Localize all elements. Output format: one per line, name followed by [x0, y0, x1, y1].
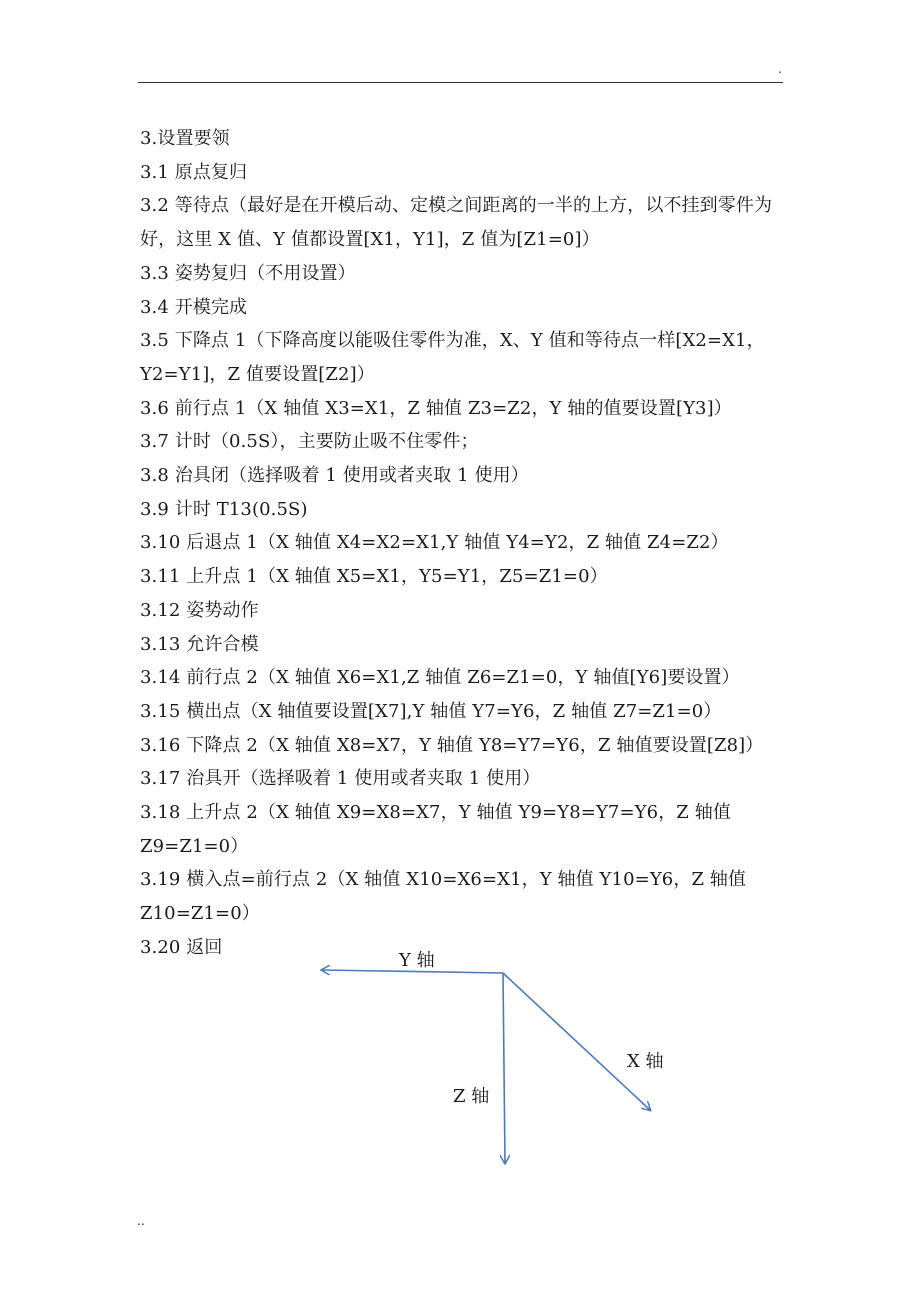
list-item: 3.1 原点复归 — [140, 161, 248, 183]
document-body — [140, 122, 785, 965]
list-item: 3.20 返回 — [140, 936, 223, 958]
list-item: 3.2 等待点（最好是在开模后动、定模之间距离的一半的上方，以不挂到零件为好，这里 X 值、Y 值都设置[X1，Y1]，Z 值为[Z1=0]） — [140, 195, 773, 251]
list-item: 3.12 姿势动作 — [140, 599, 259, 621]
section-title: 3.设置要领 — [140, 128, 230, 149]
header-mark: . — [778, 62, 782, 76]
list-item: 3.14 前行点 2（X 轴值 X6=X1,Z 轴值 Z6=Z1=0，Y 轴值[Y6]要设置） — [140, 667, 740, 689]
list-item: 3.17 治具开（选择吸着 1 使用或者夹取 1 使用） — [140, 768, 541, 790]
y-axis-label: Y 轴 — [399, 950, 435, 971]
list-item: 3.5 下降点 1（下降高度以能吸住零件为准，X、Y 值和等待点一样[X2=X1，Y2=Y1]，Z 值要设置[Z2]） — [140, 330, 765, 385]
list-item: 3.6 前行点 1（X 轴值 X3=X1，Z 轴值 Z3=Z2，Y 轴的值要设置[Y3]） — [140, 397, 732, 419]
x-axis-label: X 轴 — [627, 1051, 664, 1072]
z-axis-label: Z 轴 — [453, 1086, 490, 1107]
list-item: 3.8 治具闭（选择吸着 1 使用或者夹取 1 使用） — [140, 465, 529, 487]
list-item: 3.18 上升点 2（X 轴值 X9=X8=X7，Y 轴值 Y9=Y8=Y7=Y6，Z 轴值 Z9=Z1=0） — [140, 802, 731, 857]
list-item: 3.11 上升点 1（X 轴值 X5=X1，Y5=Y1，Z5=Z1=0） — [140, 566, 608, 588]
footer-mark: .. — [137, 1214, 145, 1228]
list-item: 3.16 下降点 2（X 轴值 X8=X7，Y 轴值 Y8=Y7=Y6，Z 轴值要设置[Z8]） — [140, 734, 764, 756]
axes-diagram — [300, 940, 680, 1180]
list-item: 3.4 开模完成 — [140, 296, 248, 318]
list-item: 3.10 后退点 1（X 轴值 X4=X2=X1,Y 轴值 Y4=Y2，Z 轴值 Z4=Z2） — [140, 532, 729, 554]
list-item: 3.13 允许合模 — [140, 633, 259, 655]
z-axis-arrow — [503, 973, 505, 1163]
x-axis-arrow — [503, 973, 650, 1110]
list-item: 3.7 计时（0.5S），主要防止吸不住零件； — [140, 431, 479, 453]
list-item: 3.15 横出点（X 轴值要设置[X7],Y 轴值 Y7=Y6，Z 轴值 Z7=Z1=0） — [140, 700, 722, 722]
header-rule — [138, 82, 783, 83]
list-item: 3.3 姿势复归（不用设置） — [140, 262, 356, 284]
list-item: 3.19 横入点=前行点 2（X 轴值 X10=X6=X1，Y 轴值 Y10=Y6，Z 轴值 Z10=Z1=0） — [140, 869, 747, 925]
list-item: 3.9 计时 T13(0.5S) — [140, 498, 308, 520]
